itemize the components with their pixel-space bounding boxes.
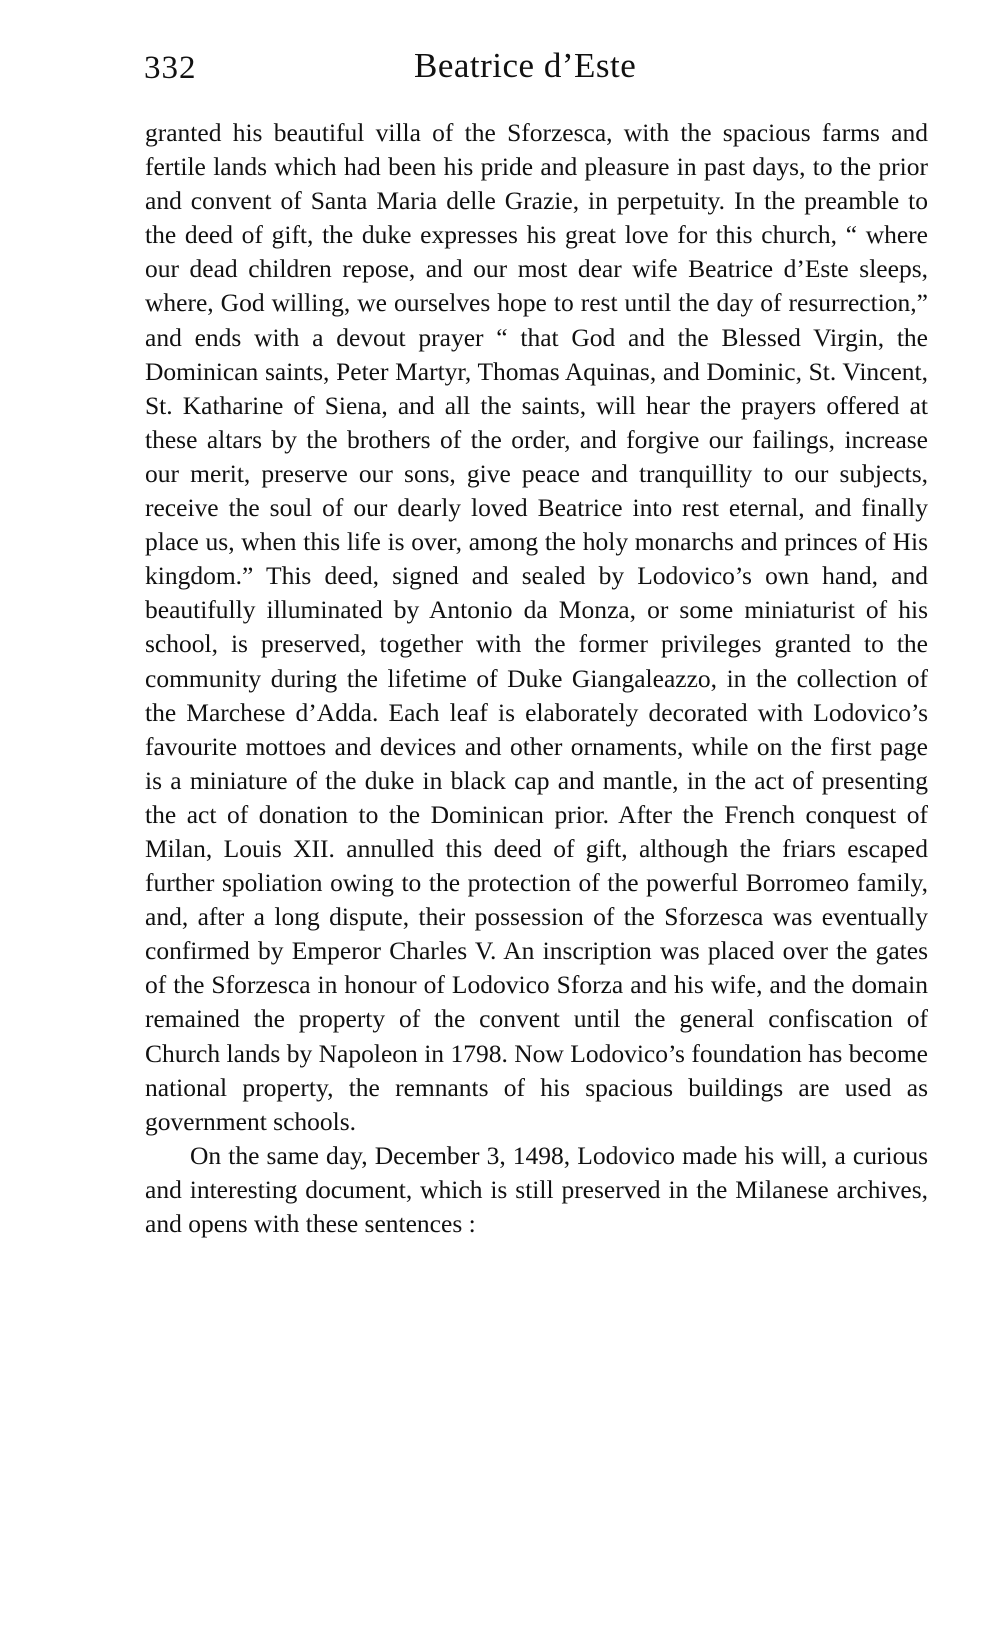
paragraph-continued: granted his beautiful villa of the Sforzesca, with the spacious farms and fertile lands which had been his pride and pleasure in past days, to the prior and convent of Santa Maria delle Grazie, in perpetuity. In the preamble to the deed of gift, the duke expresses his great love for this church, “ where our dead children repose, and our most dear wife Beatrice d’Este sleeps, where, God willing, we ourselves hope to rest until the day of resurrection,” and ends with a devout prayer “ that God and the Blessed Virgin, the Dominican saints, Peter Martyr, Thomas Aquinas, and Dominic, St. Vincent, St. Katharine of Siena, and all the saints, will hear the prayers offered at these altars by the brothers of the order, and forgive our failings, increase our merit, preserve our sons, give peace and tranquillity to our subjects, receive the soul of our dearly loved Beatrice into rest eternal, and finally place us, when this life is over, among the holy monarchs and princes of His kingdom.” This deed, signed and sealed by Lodovico’s own hand, and beautifully illuminated by Antonio da Monza, or some miniaturist of his school, is preserved, together with the former privileges granted to the community during the lifetime of Duke Giangaleazzo, in the collection of the Marchese d’Adda. Each leaf is elaborately decorated with Lodovico’s favourite mottoes and devices and other ornaments, while on the first page is a miniature of the duke in black cap and mantle, in the act of presenting the act of donation to the Dominican prior. After the French conquest of Milan, Louis XII. annulled this deed of gift, although the friars escaped further spoliation owing to the protection of the powerful Borromeo family, and, after a long dispute, their possession of the Sforzesca was eventually confirmed by Emperor Charles V. An inscription was placed over the gates of the Sforzesca in honour of Lodovico Sforza and his wife, and the domain remained the property of the convent until the general confiscation of Church lands by Napoleon in 1798. Now Lodovico’s foundation has become national property, the remnants of his spacious buildings are used as government schools. <box>145 118 928 1136</box>
page-number: 332 <box>144 50 197 86</box>
running-title: Beatrice d’Este <box>414 46 637 85</box>
paragraph-will: On the same day, December 3, 1498, Lodovico made his will, a curious and interesting document, which is still preserved in the Milanese archives, and opens with these sentences : <box>145 1140 928 1238</box>
body-text <box>145 116 928 1241</box>
